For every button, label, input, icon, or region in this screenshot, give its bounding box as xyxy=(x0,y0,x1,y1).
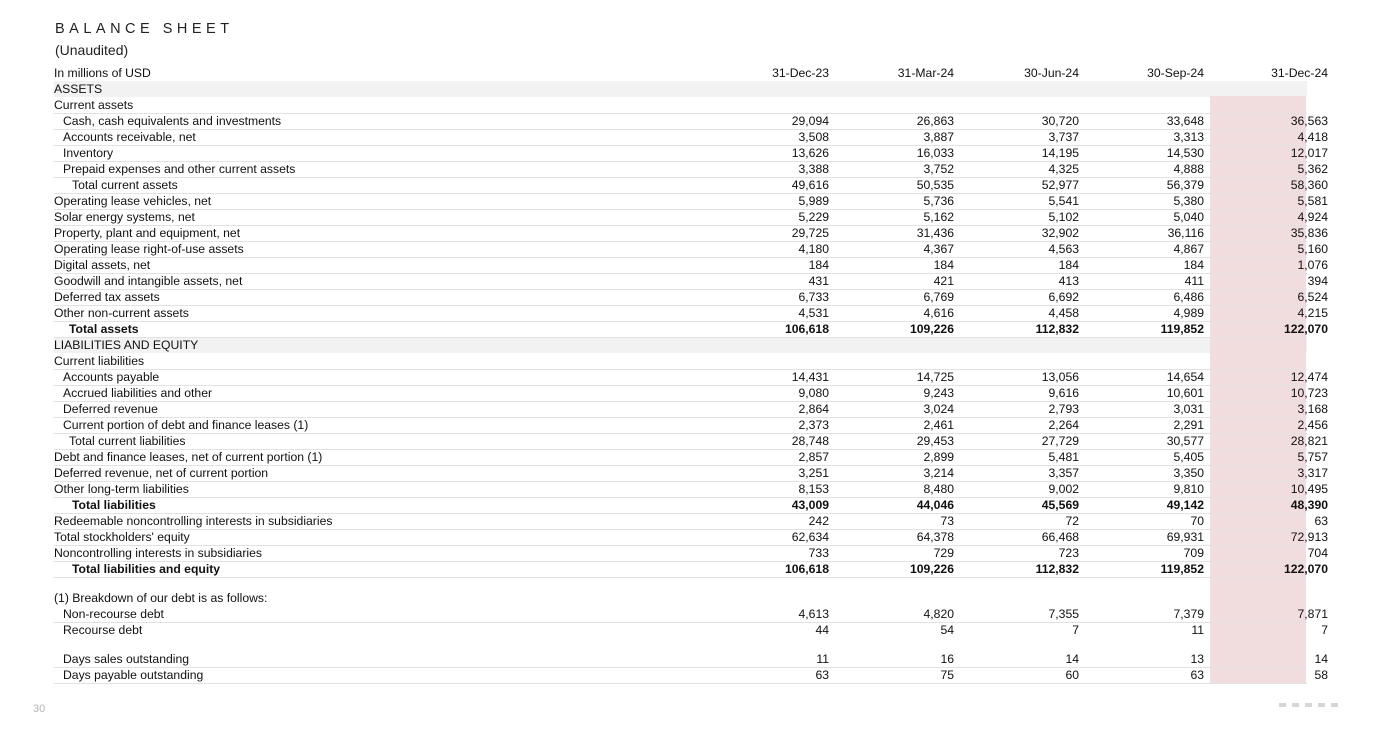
cell-value: 54 xyxy=(940,623,954,637)
cell-value: 10,495 xyxy=(1290,482,1328,496)
cell-value: 56,379 xyxy=(1166,178,1204,192)
cell-value: 7,871 xyxy=(1297,607,1328,621)
cell-value: 31,436 xyxy=(916,226,954,240)
table-row xyxy=(54,513,1328,530)
cell-value: 69,931 xyxy=(1166,530,1204,544)
cell-value: 6,692 xyxy=(1048,290,1079,304)
tesla-logo-icon xyxy=(1279,703,1338,707)
cell-value: 28,748 xyxy=(791,434,829,448)
table-row xyxy=(54,353,1307,370)
cell-value: 2,461 xyxy=(923,418,954,432)
cell-value: 8,480 xyxy=(923,482,954,496)
cell-value: 58 xyxy=(1314,668,1328,682)
cell-value: 52,977 xyxy=(1041,178,1079,192)
row-label: Total liabilities xyxy=(72,498,156,512)
row-label: Cash, cash equivalents and investments xyxy=(63,114,282,128)
cell-value: 184 xyxy=(1183,258,1204,272)
cell-value: 16,033 xyxy=(916,146,954,160)
row-label: Debt and finance leases, net of current portion (1) xyxy=(54,450,323,464)
cell-value: 3,737 xyxy=(1048,130,1079,144)
cell-value: 9,002 xyxy=(1048,482,1079,496)
table-row xyxy=(54,529,1328,546)
cell-value: 72 xyxy=(1065,514,1079,528)
cell-value: 7,379 xyxy=(1173,607,1204,621)
cell-value: 7,355 xyxy=(1048,607,1079,621)
page-number: 30 xyxy=(33,703,46,715)
cell-value: 63 xyxy=(1190,668,1204,682)
row-label: Prepaid expenses and other current assets xyxy=(63,162,296,176)
cell-value: 44 xyxy=(815,623,829,637)
cell-value: 112,832 xyxy=(1035,322,1079,336)
table-row xyxy=(54,433,1328,450)
cell-value: 413 xyxy=(1058,274,1079,288)
cell-value: 63 xyxy=(815,668,829,682)
table-row xyxy=(54,161,1328,178)
table-row xyxy=(54,590,1307,606)
cell-value: 9,616 xyxy=(1048,386,1079,400)
row-label: Operating lease vehicles, net xyxy=(54,194,212,208)
table-row xyxy=(54,465,1328,482)
cell-value: 112,832 xyxy=(1035,562,1079,576)
cell-value: 32,902 xyxy=(1041,226,1079,240)
cell-value: 33,648 xyxy=(1166,114,1204,128)
cell-value: 4,180 xyxy=(798,242,829,256)
cell-value: 45,569 xyxy=(1041,498,1079,512)
cell-value: 49,616 xyxy=(791,178,829,192)
table-row xyxy=(54,417,1328,434)
cell-value: 4,458 xyxy=(1048,306,1079,320)
cell-value: 44,046 xyxy=(916,498,954,512)
cell-value: 5,541 xyxy=(1048,194,1079,208)
page-title: BALANCE SHEET xyxy=(55,21,234,37)
row-label: Non-recourse debt xyxy=(63,607,164,621)
cell-value: 723 xyxy=(1058,546,1079,560)
cell-value: 119,852 xyxy=(1160,322,1204,336)
row-label: Accrued liabilities and other xyxy=(63,386,213,400)
cell-value: 2,793 xyxy=(1048,402,1079,416)
cell-value: 5,481 xyxy=(1048,450,1079,464)
column-header: 30-Sep-24 xyxy=(1147,66,1204,80)
cell-value: 29,725 xyxy=(791,226,829,240)
cell-value: 60 xyxy=(1065,668,1079,682)
table-row xyxy=(54,97,1307,114)
cell-value: 11 xyxy=(816,652,829,666)
cell-value: 11 xyxy=(1191,623,1204,637)
table-row xyxy=(54,481,1328,498)
cell-value: 3,508 xyxy=(798,130,829,144)
cell-value: 5,229 xyxy=(798,210,829,224)
row-label: Digital assets, net xyxy=(54,258,151,272)
row-label: (1) Breakdown of our debt is as follows: xyxy=(54,591,268,605)
cell-value: 12,474 xyxy=(1290,370,1328,384)
row-label: Accounts receivable, net xyxy=(63,130,196,144)
cell-value: 3,024 xyxy=(923,402,954,416)
cell-value: 122,070 xyxy=(1283,562,1328,576)
row-label: Total current liabilities xyxy=(69,434,186,448)
cell-value: 75 xyxy=(940,668,954,682)
table-row xyxy=(54,622,1328,638)
cell-value: 35,836 xyxy=(1290,226,1328,240)
cell-value: 122,070 xyxy=(1283,322,1328,336)
row-label: Total liabilities and equity xyxy=(72,562,221,576)
cell-value: 30,577 xyxy=(1166,434,1204,448)
table-row xyxy=(54,321,1328,338)
cell-value: 4,989 xyxy=(1173,306,1204,320)
cell-value: 4,867 xyxy=(1173,242,1204,256)
cell-value: 13 xyxy=(1190,652,1204,666)
cell-value: 4,613 xyxy=(798,607,829,621)
cell-value: 2,264 xyxy=(1048,418,1079,432)
cell-value: 184 xyxy=(1058,258,1079,272)
cell-value: 73 xyxy=(940,514,954,528)
cell-value: 3,031 xyxy=(1173,402,1204,416)
cell-value: 28,821 xyxy=(1290,434,1328,448)
page-subtitle: (Unaudited) xyxy=(55,42,129,58)
row-label: Days sales outstanding xyxy=(63,652,190,666)
table-row xyxy=(54,273,1328,290)
cell-value: 4,888 xyxy=(1173,162,1204,176)
cell-value: 3,313 xyxy=(1173,130,1204,144)
table-row xyxy=(54,81,1307,97)
table-row xyxy=(54,449,1328,466)
table-row xyxy=(54,497,1328,514)
cell-value: 7 xyxy=(1321,623,1328,637)
cell-value: 3,357 xyxy=(1048,466,1079,480)
table-row xyxy=(54,305,1328,322)
cell-value: 3,388 xyxy=(798,162,829,176)
cell-value: 242 xyxy=(808,514,829,528)
table-row xyxy=(54,145,1328,162)
cell-value: 2,456 xyxy=(1297,418,1328,432)
row-label: Recourse debt xyxy=(63,623,143,637)
cell-value: 4,531 xyxy=(798,306,829,320)
cell-value: 13,056 xyxy=(1041,370,1079,384)
row-label: Total stockholders' equity xyxy=(54,530,190,544)
units-label: In millions of USD xyxy=(54,66,151,80)
cell-value: 6,769 xyxy=(923,290,954,304)
row-label: Accounts payable xyxy=(63,370,160,384)
cell-value: 63 xyxy=(1314,514,1328,528)
column-header-row xyxy=(54,65,1328,81)
cell-value: 50,535 xyxy=(916,178,954,192)
row-label: Days payable outstanding xyxy=(63,668,204,682)
cell-value: 4,215 xyxy=(1297,306,1328,320)
table-row xyxy=(54,667,1328,684)
cell-value: 2,857 xyxy=(798,450,829,464)
cell-value: 2,899 xyxy=(923,450,954,464)
table-row xyxy=(54,606,1328,623)
cell-value: 72,913 xyxy=(1290,530,1328,544)
table-row xyxy=(54,193,1328,210)
row-label: Current portion of debt and finance leases (1) xyxy=(63,418,309,432)
table-row xyxy=(54,225,1328,242)
row-label: Noncontrolling interests in subsidiaries xyxy=(54,546,262,560)
cell-value: 5,989 xyxy=(798,194,829,208)
cell-value: 14,195 xyxy=(1041,146,1079,160)
row-label: Redeemable noncontrolling interests in subsidiaries xyxy=(54,514,333,528)
cell-value: 411 xyxy=(1184,274,1204,288)
cell-value: 5,162 xyxy=(923,210,954,224)
cell-value: 3,350 xyxy=(1173,466,1204,480)
cell-value: 5,040 xyxy=(1173,210,1204,224)
cell-value: 48,390 xyxy=(1290,498,1328,512)
row-label: Other long-term liabilities xyxy=(54,482,189,496)
row-label: Total current assets xyxy=(72,178,178,192)
cell-value: 109,226 xyxy=(909,562,954,576)
cell-value: 12,017 xyxy=(1290,146,1328,160)
table-row xyxy=(54,385,1328,402)
cell-value: 119,852 xyxy=(1160,562,1204,576)
cell-value: 4,616 xyxy=(923,306,954,320)
cell-value: 3,887 xyxy=(923,130,954,144)
table-row xyxy=(54,129,1328,146)
cell-value: 14,725 xyxy=(916,370,954,384)
cell-value: 27,729 xyxy=(1041,434,1079,448)
row-label: Deferred revenue xyxy=(63,402,158,416)
cell-value: 4,820 xyxy=(923,607,954,621)
cell-value: 9,080 xyxy=(798,386,829,400)
row-label: Other non-current assets xyxy=(54,306,189,320)
cell-value: 29,094 xyxy=(791,114,829,128)
cell-value: 3,317 xyxy=(1297,466,1328,480)
table-row xyxy=(54,369,1328,386)
table-row xyxy=(54,209,1328,226)
cell-value: 9,810 xyxy=(1173,482,1204,496)
table-row xyxy=(54,545,1328,562)
row-label: Goodwill and intangible assets, net xyxy=(54,274,243,288)
cell-value: 14 xyxy=(1065,652,1079,666)
cell-value: 6,486 xyxy=(1173,290,1204,304)
cell-value: 6,733 xyxy=(798,290,829,304)
cell-value: 5,405 xyxy=(1173,450,1204,464)
row-label: Deferred revenue, net of current portion xyxy=(54,466,269,480)
cell-value: 66,468 xyxy=(1041,530,1079,544)
cell-value: 8,153 xyxy=(798,482,829,496)
cell-value: 14,654 xyxy=(1166,370,1204,384)
row-label: Current liabilities xyxy=(54,354,145,368)
cell-value: 431 xyxy=(808,274,829,288)
cell-value: 7 xyxy=(1072,623,1079,637)
cell-value: 5,160 xyxy=(1297,242,1328,256)
table-row xyxy=(54,337,1307,353)
cell-value: 2,864 xyxy=(798,402,829,416)
cell-value: 62,634 xyxy=(791,530,829,544)
cell-value: 58,360 xyxy=(1290,178,1328,192)
cell-value: 106,618 xyxy=(784,322,829,336)
cell-value: 5,736 xyxy=(923,194,954,208)
cell-value: 36,563 xyxy=(1290,114,1328,128)
cell-value: 5,581 xyxy=(1297,194,1328,208)
row-label: Operating lease right-of-use assets xyxy=(54,242,244,256)
row-label: LIABILITIES AND EQUITY xyxy=(54,338,199,352)
cell-value: 64,378 xyxy=(916,530,954,544)
cell-value: 421 xyxy=(933,274,954,288)
cell-value: 6,524 xyxy=(1297,290,1328,304)
cell-value: 109,226 xyxy=(909,322,954,336)
cell-value: 4,418 xyxy=(1297,130,1328,144)
cell-value: 5,362 xyxy=(1297,162,1328,176)
cell-value: 733 xyxy=(808,546,829,560)
table-row xyxy=(54,257,1328,274)
cell-value: 184 xyxy=(808,258,829,272)
table-row xyxy=(54,177,1328,194)
cell-value: 3,251 xyxy=(798,466,829,480)
cell-value: 10,601 xyxy=(1166,386,1204,400)
cell-value: 14 xyxy=(1314,652,1328,666)
cell-value: 14,431 xyxy=(791,370,829,384)
cell-value: 1,076 xyxy=(1297,258,1328,272)
cell-value: 704 xyxy=(1307,546,1328,560)
row-label: ASSETS xyxy=(54,82,103,96)
row-label: Property, plant and equipment, net xyxy=(54,226,241,240)
row-label: Current assets xyxy=(54,98,134,112)
cell-value: 106,618 xyxy=(784,562,829,576)
cell-value: 5,380 xyxy=(1173,194,1204,208)
cell-value: 49,142 xyxy=(1166,498,1204,512)
column-header: 31-Dec-23 xyxy=(772,66,829,80)
cell-value: 4,924 xyxy=(1297,210,1328,224)
cell-value: 3,214 xyxy=(923,466,954,480)
cell-value: 3,168 xyxy=(1297,402,1328,416)
row-label: Solar energy systems, net xyxy=(54,210,195,224)
cell-value: 70 xyxy=(1190,514,1204,528)
cell-value: 26,863 xyxy=(916,114,954,128)
row-label: Deferred tax assets xyxy=(54,290,160,304)
cell-value: 184 xyxy=(933,258,954,272)
cell-value: 2,291 xyxy=(1173,418,1204,432)
cell-value: 10,723 xyxy=(1290,386,1328,400)
table-row xyxy=(54,561,1328,578)
table-row xyxy=(54,401,1328,418)
cell-value: 394 xyxy=(1307,274,1328,288)
row-label: Inventory xyxy=(63,146,114,160)
column-header: 30-Jun-24 xyxy=(1024,66,1079,80)
cell-value: 4,563 xyxy=(1048,242,1079,256)
cell-value: 9,243 xyxy=(923,386,954,400)
cell-value: 3,752 xyxy=(923,162,954,176)
cell-value: 5,102 xyxy=(1048,210,1079,224)
table-row xyxy=(54,651,1328,668)
cell-value: 16 xyxy=(940,652,954,666)
column-header: 31-Mar-24 xyxy=(897,66,954,80)
cell-value: 4,367 xyxy=(923,242,954,256)
table-row xyxy=(54,289,1328,306)
cell-value: 30,720 xyxy=(1041,114,1079,128)
cell-value: 29,453 xyxy=(916,434,954,448)
cell-value: 4,325 xyxy=(1048,162,1079,176)
cell-value: 13,626 xyxy=(791,146,829,160)
table-row xyxy=(54,241,1328,258)
cell-value: 709 xyxy=(1183,546,1204,560)
cell-value: 43,009 xyxy=(791,498,829,512)
cell-value: 14,530 xyxy=(1166,146,1204,160)
cell-value: 5,757 xyxy=(1297,450,1328,464)
cell-value: 2,373 xyxy=(798,418,829,432)
table-row xyxy=(54,113,1328,130)
row-label: Total assets xyxy=(69,322,139,336)
column-header: 31-Dec-24 xyxy=(1271,66,1328,80)
cell-value: 729 xyxy=(933,546,954,560)
cell-value: 36,116 xyxy=(1167,226,1204,240)
